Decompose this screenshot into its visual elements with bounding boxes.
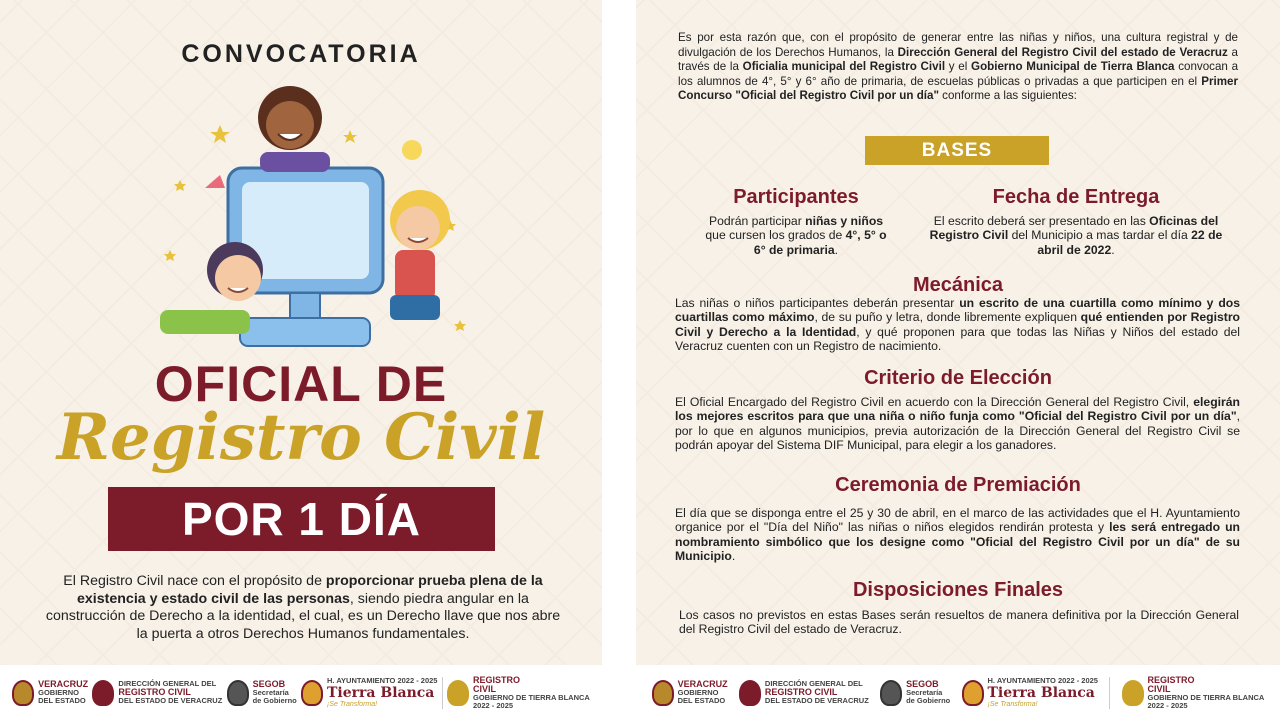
- segob-logo: SEGOB Secretaría de Gobierno: [880, 680, 950, 706]
- dgrc-logo: DIRECCIÓN GENERAL DEL REGISTRO CIVIL DEL ESTADO DE VERACRUZ: [92, 680, 222, 706]
- veracruz-logo: VERACRUZ GOBIERNO DEL ESTADO: [12, 680, 88, 706]
- tierra-blanca-emblem-icon: [301, 680, 323, 706]
- tierra-blanca-logo: H. AYUNTAMIENTO 2022 - 2025 Tierra Blanca ¡Se Transforma!: [301, 677, 437, 708]
- participantes-text: Podrán participar niñas y niños que cursen los grados de 4°, 5° o 6° de primaria.: [705, 214, 887, 257]
- dgrc-emblem-icon: [92, 680, 114, 706]
- dgrc-emblem-icon: [739, 680, 761, 706]
- registro-civil-emblem-icon: [447, 680, 469, 706]
- divider: [442, 677, 443, 709]
- segob-emblem-icon: [880, 680, 902, 706]
- fecha-entrega-heading: Fecha de Entrega: [992, 186, 1160, 208]
- left-panel: [0, 0, 602, 720]
- veracruz-emblem-icon: [652, 680, 674, 706]
- intro-paragraph-right: Es por esta razón que, con el propósito de generar entre las niñas y niños, una cultura registral y de divulgación de los Derechos Humanos, la Dirección General del Registro Civil del estado de Veracruz a través de la Oficialia municipal del Registro Civil y el Gobierno Municipal de Tierra Blanca convocan a los alumnos de 4°, 5° y 6° año de primaria, de escuelas públicas o privadas a que participen en el Primer Concurso "Oficial del Registro Civil por un día" conforme a las siguientes:: [678, 31, 1239, 102]
- participantes-heading: Participantes: [733, 186, 859, 208]
- registro-civil-logo: REGISTRO CIVIL GOBIERNO DE TIERRA BLANCA 2022 - 2025: [447, 676, 590, 710]
- title-oficial-de: OFICIAL DE: [154, 356, 448, 412]
- title-por-1-dia: POR 1 DÍA: [108, 487, 495, 551]
- disposiciones-heading: Disposiciones Finales: [852, 579, 1064, 601]
- ceremonia-text: El día que se disponga entre el 25 y 30 de abril, en el marco de las actividades que el H. Ayuntamiento organice por el "Día del Niño" las niñas o niños elegidos rendirán protesta y les será entregado un nombramiento simbólico que los designe como "Oficial del Registro Civil por un día" de su Municipio.: [675, 506, 1240, 564]
- segob-logo: SEGOB Secretaría de Gobierno: [227, 680, 297, 706]
- criterio-heading: Criterio de Elección: [864, 367, 1052, 389]
- registro-civil-logo: REGISTRO CIVIL GOBIERNO DE TIERRA BLANCA 2022 - 2025: [1122, 676, 1265, 710]
- segob-emblem-icon: [227, 680, 249, 706]
- dgrc-logo: DIRECCIÓN GENERAL DEL REGISTRO CIVIL DEL ESTADO DE VERACRUZ: [739, 680, 869, 706]
- kids-computer-illustration: [150, 70, 480, 360]
- footer-logos-right: [636, 665, 1280, 720]
- criterio-text: El Oficial Encargado del Registro Civil en acuerdo con la Dirección General del Registro Civil, elegirán los mejores escritos para que una niña o niño funja como "Oficial del Registro Civil por un día", por lo que en algunos municipios, previa autorización de la Dirección General del Registro Civil se podrán apoyar del Sistema DIF Municipal, para elegir a los ganadores.: [675, 395, 1240, 453]
- veracruz-logo: VERACRUZ GOBIERNO DEL ESTADO: [652, 680, 728, 706]
- disposiciones-text: Los casos no previstos en estas Bases serán resueltos de manera definitiva por la Dirección General del Registro Civil del estado de Veracruz.: [679, 608, 1239, 637]
- registro-civil-emblem-icon: [1122, 680, 1144, 706]
- tierra-blanca-logo: H. AYUNTAMIENTO 2022 - 2025 Tierra Blanca ¡Se Transforma!: [962, 677, 1098, 708]
- bases-banner: BASES: [865, 136, 1049, 165]
- right-panel: [636, 0, 1280, 720]
- divider: [1109, 677, 1110, 709]
- title-registro-civil: Registro Civil: [56, 400, 546, 475]
- mecanica-heading: Mecánica: [912, 274, 1004, 296]
- intro-paragraph-left: El Registro Civil nace con el propósito de proporcionar prueba plena de la existencia y estado civil de las personas, siendo piedra angular en la construcción de Derecho a la identidad, el cual, es un Derecho llave que nos abre la puerta a otros Derechos Humanos fundamentales.: [45, 573, 561, 642]
- convocatoria-heading: CONVOCATORIA: [181, 40, 421, 68]
- footer-logos-left: [0, 665, 602, 720]
- fecha-entrega-text: El escrito deberá ser presentado en las Oficinas del Registro Civil del Municipio a mas tardar el día 22 de abril de 2022.: [929, 214, 1223, 257]
- tierra-blanca-emblem-icon: [962, 680, 984, 706]
- veracruz-emblem-icon: [12, 680, 34, 706]
- mecanica-text: Las niñas o niños participantes deberán presentar un escrito de una cuartilla como mínimo y dos cuartillas como máximo, de su puño y letra, donde libremente expliquen qué entienden por Registro Civil y Derecho a la Identidad, y qué proponen para que todas las Niñas y Niños del estado del Veracruz cuenten con un Registro de nacimiento.: [675, 296, 1241, 354]
- ceremonia-heading: Ceremonia de Premiación: [835, 474, 1081, 496]
